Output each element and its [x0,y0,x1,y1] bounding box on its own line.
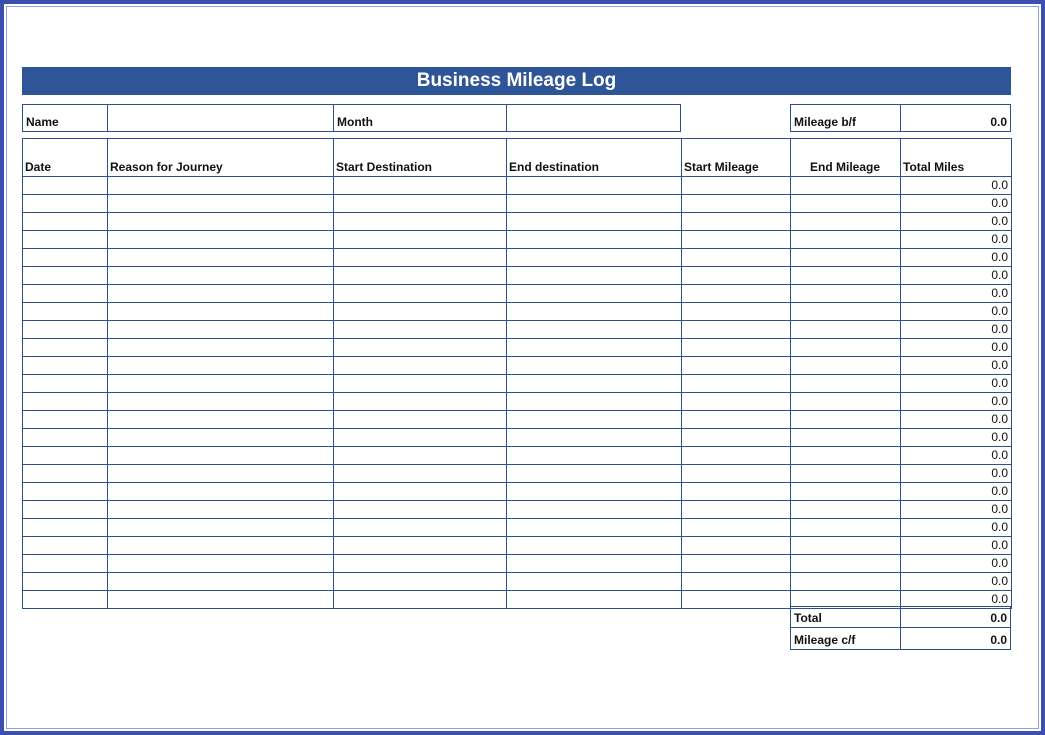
total-miles-cell: 0.0 [991,484,1008,498]
total-value: 0.0 [990,611,1007,625]
col-start-mileage-header: Start Mileage [684,160,759,174]
grid-row-line [22,392,1012,393]
total-miles-cell: 0.0 [991,196,1008,210]
total-miles-cell: 0.0 [991,178,1008,192]
grid-row-line [22,446,1012,447]
grid-row-line [22,590,1012,591]
grid-row-line [22,320,1012,321]
month-label: Month [337,115,373,129]
col-end-destination-header: End destination [509,160,599,174]
grid-row-line [22,338,1012,339]
grid-row-line [22,194,1012,195]
month-field[interactable] [506,104,681,132]
grid-row-line [22,284,1012,285]
mileage-bf-field[interactable] [900,104,1011,132]
month-label-cell [333,104,507,132]
grid-row-line [22,176,1012,177]
total-miles-cell: 0.0 [991,574,1008,588]
grid-row-line [22,266,1012,267]
total-miles-cell: 0.0 [991,268,1008,282]
mileage-cf-label-cell [790,627,901,650]
mileage-cf-label: Mileage c/f [794,633,856,647]
total-miles-cell: 0.0 [991,232,1008,246]
grid-row-line [22,554,1012,555]
total-miles-cell: 0.0 [991,466,1008,480]
col-start-destination-header: Start Destination [336,160,433,174]
total-label-cell [790,606,901,628]
total-miles-cell: 0.0 [991,394,1008,408]
total-miles-cell: 0.0 [991,592,1008,606]
total-miles-cell: 0.0 [991,448,1008,462]
total-miles-cell: 0.0 [991,556,1008,570]
total-label: Total [794,611,822,625]
grid-row-line [22,536,1012,537]
grid-row-line [22,464,1012,465]
total-miles-cell: 0.0 [991,376,1008,390]
col-date-header: Date [25,160,52,174]
grid-row-line [22,230,1012,231]
col-total-miles-header: Total Miles [903,160,965,174]
total-miles-cell: 0.0 [991,538,1008,552]
mileage-bf-label-cell [790,104,901,132]
grid-row-line [22,410,1012,411]
grid-row-line [22,428,1012,429]
name-label: Name [26,115,59,129]
grid-row-line [22,500,1012,501]
grid-row-line [22,482,1012,483]
mileage-bf-value: 0.0 [990,115,1007,129]
total-value-cell [900,606,1011,628]
grid-row-line [22,518,1012,519]
grid-row-line [22,356,1012,357]
total-miles-cell: 0.0 [991,430,1008,444]
total-miles-cell: 0.0 [991,520,1008,534]
grid-row-line [22,212,1012,213]
grid-row-line [22,572,1012,573]
total-miles-cell: 0.0 [991,502,1008,516]
total-miles-cell: 0.0 [991,340,1008,354]
col-reason-header: Reason for Journey [110,160,223,174]
page-title: Business Mileage Log [22,67,1011,95]
name-field[interactable] [107,104,334,132]
total-miles-cell: 0.0 [991,214,1008,228]
mileage-bf-label: Mileage b/f [794,115,857,129]
grid-row-line [22,374,1012,375]
grid-row-line [22,302,1012,303]
total-miles-cell: 0.0 [991,250,1008,264]
name-label-cell [22,104,108,132]
total-miles-cell: 0.0 [991,304,1008,318]
grid-row-line [22,138,1012,139]
grid-row-line [22,248,1012,249]
mileage-cf-value: 0.0 [990,633,1007,647]
total-miles-cell: 0.0 [991,358,1008,372]
total-miles-cell: 0.0 [991,412,1008,426]
total-miles-cell: 0.0 [991,286,1008,300]
mileage-table [22,138,1011,608]
total-miles-cell: 0.0 [991,322,1008,336]
mileage-cf-value-cell [900,627,1011,650]
col-end-mileage-header: End Mileage [809,160,880,174]
